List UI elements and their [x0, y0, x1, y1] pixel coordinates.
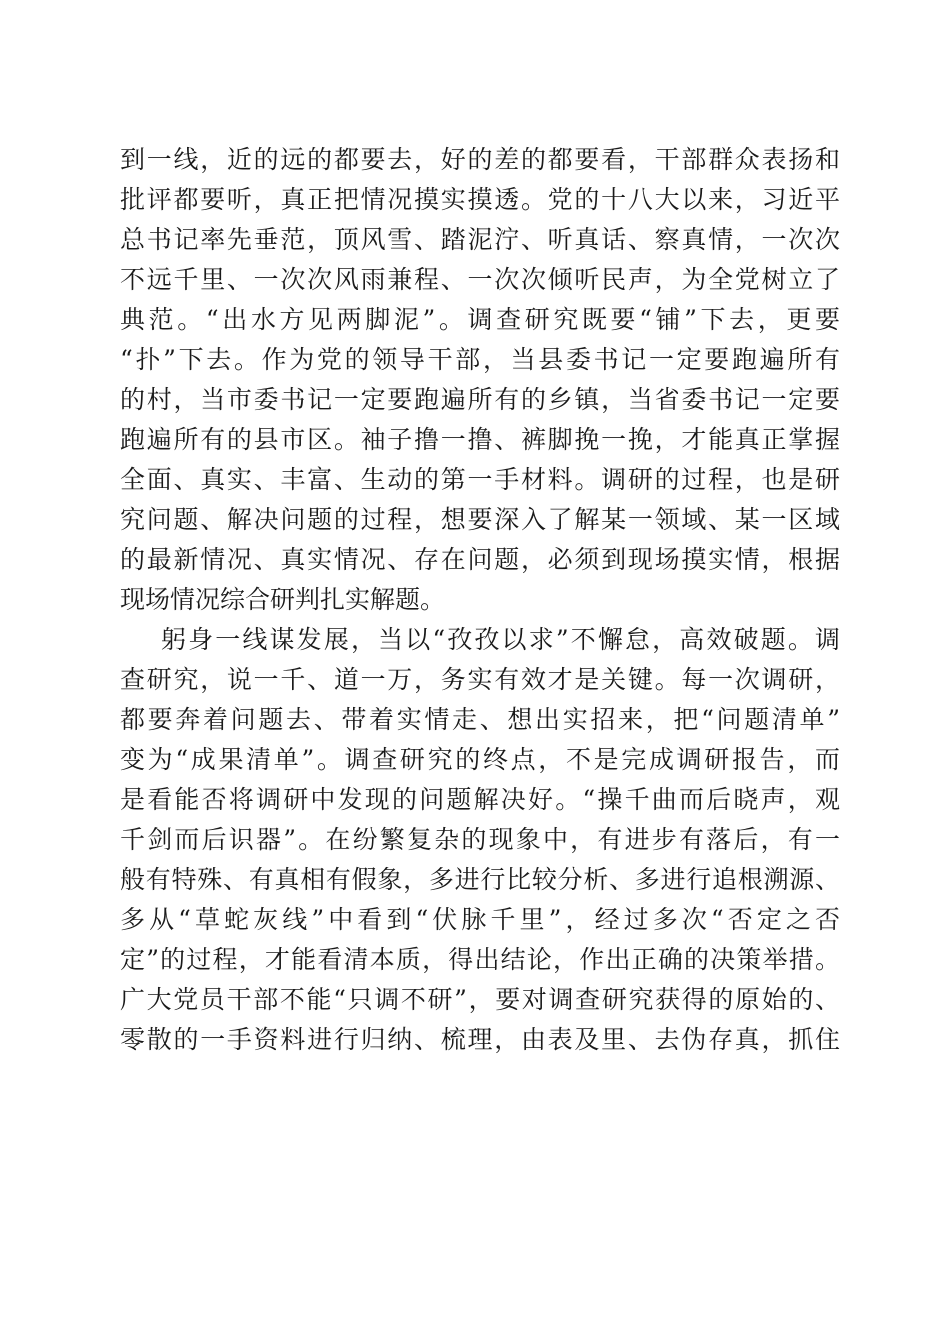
text-line: 总书记率先垂范，顶风雪、踏泥泞、听真话、察真情，一次次: [120, 225, 840, 254]
text-line: 批评都要听，真正把情况摸实摸透。党的十八大以来，习近平: [120, 185, 840, 214]
text-line: 多从“草蛇灰线”中看到“伏脉千里”，经过多次“否定之否: [120, 905, 840, 934]
text-line: 变为“成果清单”。调查研究的终点，不是完成调研报告，而: [120, 745, 840, 774]
text-line: 广大党员干部不能“只调不研”，要对调查研究获得的原始的、: [120, 985, 840, 1014]
text-line: 究问题、解决问题的过程，想要深入了解某一领域、某一区域: [120, 505, 840, 534]
text-line: 的最新情况、真实情况、存在问题，必须到现场摸实情，根据: [120, 545, 840, 574]
text-line: 定”的过程，才能看清本质，得出结论，作出正确的决策举措。: [120, 945, 840, 974]
text-line: 都要奔着问题去、带着实情走、想出实招来，把“问题清单”: [120, 705, 840, 734]
text-line: 是看能否将调研中发现的问题解决好。“操千曲而后晓声，观: [120, 785, 840, 814]
text-line: 般有特殊、有真相有假象，多进行比较分析、多进行追根溯源、: [120, 865, 840, 894]
text-line: 现场情况综合研判扎实解题。: [120, 585, 446, 614]
text-line: 不远千里、一次次风雨兼程、一次次倾听民声，为全党树立了: [120, 265, 840, 294]
text-line: 全面、真实、丰富、生动的第一手材料。调研的过程，也是研: [120, 465, 840, 494]
text-line: “扑”下去。作为党的领导干部，当县委书记一定要跑遍所有: [120, 345, 840, 374]
body-text: [120, 140, 840, 1060]
text-line: 零散的一手资料进行归纳、梳理，由表及里、去伪存真，抓住: [120, 1025, 840, 1054]
text-line: 典范。“出水方见两脚泥”。调查研究既要“铺”下去，更要: [120, 305, 840, 334]
text-line: 千剑而后识器”。在纷繁复杂的现象中，有进步有落后，有一: [120, 825, 840, 854]
text-line: 的村，当市委书记一定要跑遍所有的乡镇，当省委书记一定要: [120, 385, 840, 414]
text-line: 到一线，近的远的都要去，好的差的都要看，干部群众表扬和: [120, 145, 840, 174]
text-line: 跑遍所有的县市区。袖子撸一撸、裤脚挽一挽，才能真正掌握: [120, 425, 840, 454]
paragraph-first-line: 躬身一线谋发展，当以“孜孜以求”不懈怠，高效破题。调: [161, 625, 840, 654]
text-line: 查研究，说一千、道一万，务实有效才是关键。每一次调研，: [120, 665, 840, 694]
